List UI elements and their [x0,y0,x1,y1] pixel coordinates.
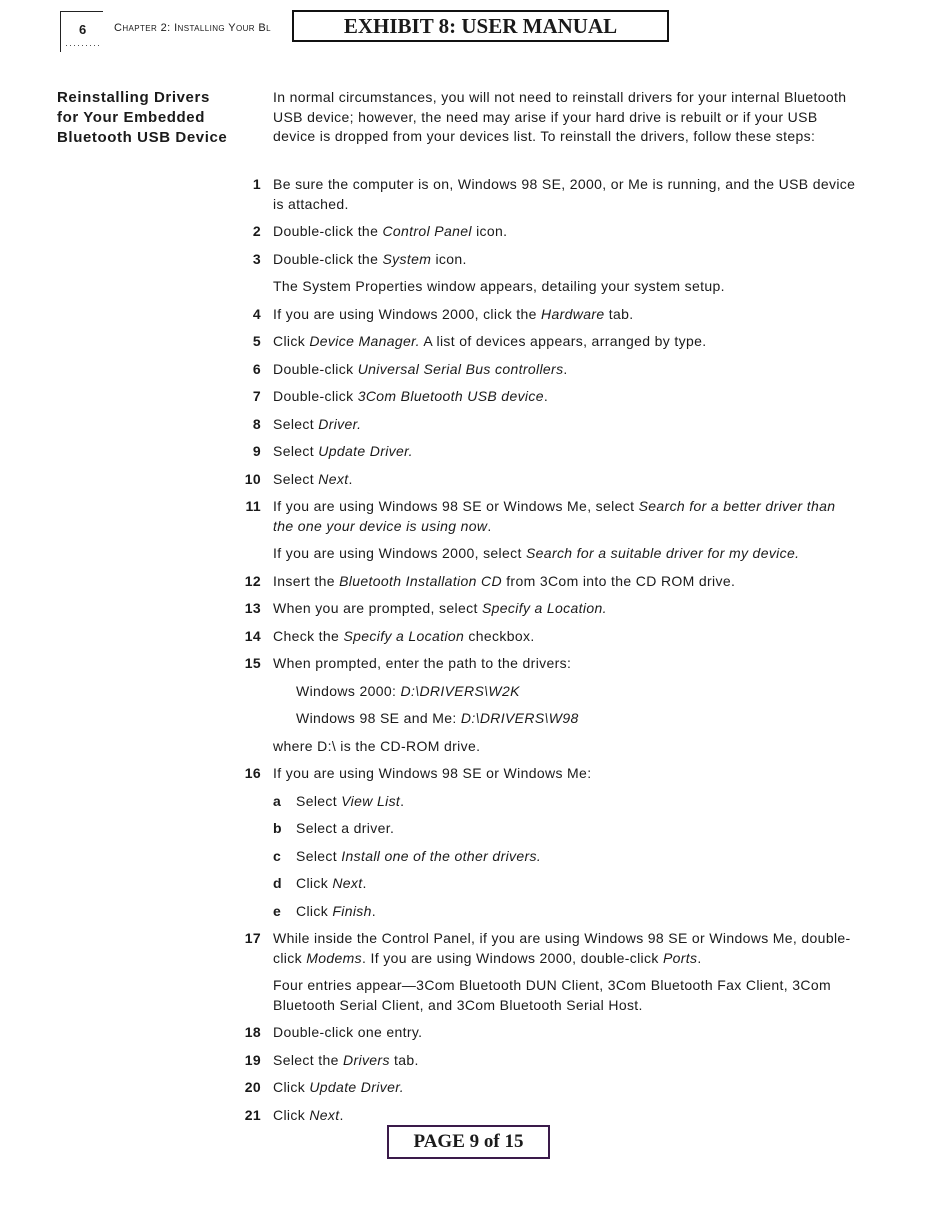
substep-letter: e [273,902,282,919]
ui-term: Search for a suitable driver for my device. [525,545,800,561]
step-item [240,387,860,407]
step-item [240,415,860,435]
step-item [240,599,860,619]
text-run: icon. [471,223,508,239]
text-run: Select a driver. [296,820,395,836]
substep-letter: a [273,792,282,809]
step-item [240,250,860,270]
text-run: Select [273,415,319,432]
text-run: Click [296,875,333,891]
step-text [296,874,860,894]
step-note [240,544,860,564]
section-heading-line: Bluetooth USB Device [57,129,228,146]
ui-term: Next [309,1106,340,1123]
ui-term: Next [318,470,349,487]
step-number: 12 [244,572,261,589]
step-text [273,305,860,325]
step-text [273,1078,860,1098]
step-item [240,332,860,352]
text-run: Click [273,333,310,349]
step-text [296,902,860,922]
text-run: . [697,949,702,966]
step-text [273,250,860,270]
step-text [273,544,860,564]
step-item [240,572,860,592]
step-number: 10 [244,470,261,487]
substep-item [240,847,860,867]
step-item [240,764,860,784]
intro-paragraph: In normal circumstances, you will not need to reinstall drivers for your internal Bluetooth USB device; however, the need may arise if your hard drive is rebuilt or if your USB device is dropped from your devices list. To reinstall the drivers, follow these steps: [273,89,847,144]
ui-term: System [382,250,432,267]
ui-term: Update Driver. [318,443,413,459]
text-run: Windows 2000: [296,682,401,699]
text-run: If you are using Windows 98 SE or Windows Me, select [273,498,639,514]
step-number: 14 [244,627,261,644]
step-item [240,1051,860,1071]
steps-list [240,175,860,1133]
step-text [273,415,860,435]
step-text [273,497,860,536]
step-text [296,792,860,812]
substep-letter: c [273,847,282,864]
text-run: Four entries appear—3Com Bluetooth DUN Client, 3Com Bluetooth Fax Client, 3Com Bluetooth Serial Client, and 3Com Bluetooth Serial Host. [273,977,831,1013]
text-run: tab. [604,305,634,322]
text-run: Select [273,470,319,487]
substep-item [240,792,860,812]
step-item [240,1023,860,1043]
step-text [273,222,860,242]
text-run: . If you are using Windows 2000, double-click [362,949,663,966]
step-number: 17 [244,930,261,946]
dotted-ornament: ········· [65,40,101,50]
text-run: Be sure the computer is on, Windows 98 SE, 2000, or Me is running, and the USB device is attached. [273,176,856,212]
step-text [273,175,860,214]
step-text [273,1106,860,1126]
step-text [273,387,860,407]
driver-path-line [240,682,860,702]
ui-term: Finish [332,902,372,919]
step-text [273,572,860,592]
step-note [240,976,860,1015]
text-run: Select the [273,1051,344,1068]
text-run: icon. [431,250,467,267]
text-run: Click [273,1079,310,1095]
step-item [240,1078,860,1098]
exhibit-banner: EXHIBIT 8: USER MANUAL [292,10,669,42]
text-run: If you are using Windows 2000, select [273,545,526,561]
ui-term: D:\DRIVERS\W2K [400,682,520,699]
ui-term: Bluetooth Installation CD [339,572,502,589]
step-text [273,764,860,784]
step-text [273,332,860,352]
step-number: 16 [244,765,261,781]
step-number: 9 [252,443,261,459]
text-run: . [362,875,367,891]
step-number: 20 [244,1079,261,1095]
step-text [296,682,860,702]
ui-term: Device Manager. [309,333,420,349]
substep-letter: b [273,820,282,836]
substep-item [240,902,860,922]
text-run: Click [273,1106,310,1123]
text-run: Double-click [273,360,358,377]
step-text [273,1023,860,1043]
step-text [273,654,860,674]
ui-term: Control Panel [382,223,472,239]
step-number: 21 [244,1106,261,1123]
text-run: Windows 98 SE and Me: [296,710,461,726]
step-text [296,709,860,729]
text-run: Select [296,847,342,864]
text-run: If you are using Windows 98 SE or Windows Me: [273,765,592,781]
page-counter-box: PAGE 9 of 15 [387,1125,550,1159]
step-number: 6 [252,360,261,377]
step-text [273,442,860,462]
ui-term: D:\DRIVERS\W98 [460,710,579,726]
section-heading-line: Reinstalling Drivers [57,89,210,106]
step-number: 7 [252,388,261,404]
step-item [240,929,860,968]
step-text [273,599,860,619]
text-run: The System Properties window appears, detailing your system setup. [273,278,725,294]
ui-term: Install one of the other drivers. [341,847,542,864]
page-corner-box [60,11,103,52]
step-text [296,819,860,839]
ui-term: Driver. [318,415,362,432]
step-number: 5 [252,333,261,349]
ui-term: Update Driver. [309,1079,404,1095]
step-text [273,627,860,647]
text-run: Double-click one entry. [273,1024,423,1040]
page-number: 6 [79,22,87,37]
text-run: from 3Com into the CD ROM drive. [501,572,736,589]
text-run: tab. [389,1051,419,1068]
text-run: Double-click [273,388,358,404]
text-run: . [371,902,377,919]
chapter-title: Chapter 2: Installing Your Bl [114,22,272,34]
step-number: 15 [244,655,261,671]
text-run: Select [273,443,319,459]
text-run: Click [296,902,333,919]
text-run: checkbox. [464,627,535,644]
substep-item [240,819,860,839]
step-number: 2 [252,223,261,239]
text-run: . [400,792,405,809]
step-item [240,175,860,214]
text-run: . [348,470,353,487]
text-run: A list of devices appears, arranged by type. [419,333,707,349]
text-run: Double-click the [273,223,383,239]
text-run: When you are prompted, select [273,600,482,616]
step-item [240,627,860,647]
step-number: 19 [244,1051,261,1068]
ui-term: Specify a Location [343,627,465,644]
ui-term: Modems [306,949,363,966]
step-text [296,847,860,867]
step-number: 13 [244,600,261,616]
step-note [240,737,860,757]
text-run: where D:\ is the CD-ROM drive. [273,737,481,754]
text-run: . [543,388,549,404]
ui-term: Search for a better driver than the one your device is using now [273,498,836,534]
ui-term: Ports [662,949,698,966]
section-heading-line: for Your Embedded [57,109,205,126]
text-run: . [339,1106,344,1123]
step-item [240,470,860,490]
ui-term: Drivers [343,1051,390,1068]
step-item [240,305,860,325]
text-run: . [487,517,492,534]
step-text [273,976,860,1015]
ui-term: 3Com Bluetooth USB device [357,388,544,404]
step-item [240,360,860,380]
step-item [240,497,860,536]
step-number: 8 [252,415,261,432]
step-text [273,277,860,297]
step-text [273,929,860,968]
step-number: 11 [245,498,261,514]
step-item [240,222,860,242]
substep-item [240,874,860,894]
text-run: . [563,360,568,377]
step-item [240,654,860,674]
driver-path-line [240,709,860,729]
step-text [273,737,860,757]
ui-term: Next [332,875,363,891]
step-item [240,442,860,462]
step-text [273,470,860,490]
step-number: 4 [252,305,261,322]
step-number: 3 [252,250,261,267]
text-run: While inside the Control Panel, if you are using Windows 98 SE or Windows Me, double-click [273,930,851,966]
text-run: When prompted, enter the path to the drivers: [273,655,572,671]
text-run: Check the [273,627,344,644]
ui-term: Hardware [541,305,605,322]
ui-term: View List [341,792,401,809]
section-heading [57,88,247,148]
step-number: 1 [252,176,261,192]
text-run: Insert the [273,572,340,589]
step-text [273,360,860,380]
step-note [240,277,860,297]
text-run: Double-click the [273,250,383,267]
step-item [240,1106,860,1126]
ui-term: Specify a Location. [481,600,607,616]
text-run: If you are using Windows 2000, click the [273,305,542,322]
step-number: 18 [244,1024,261,1040]
substep-letter: d [273,875,282,891]
text-run: Select [296,792,342,809]
ui-term: Universal Serial Bus controllers [357,360,564,377]
step-text [273,1051,860,1071]
